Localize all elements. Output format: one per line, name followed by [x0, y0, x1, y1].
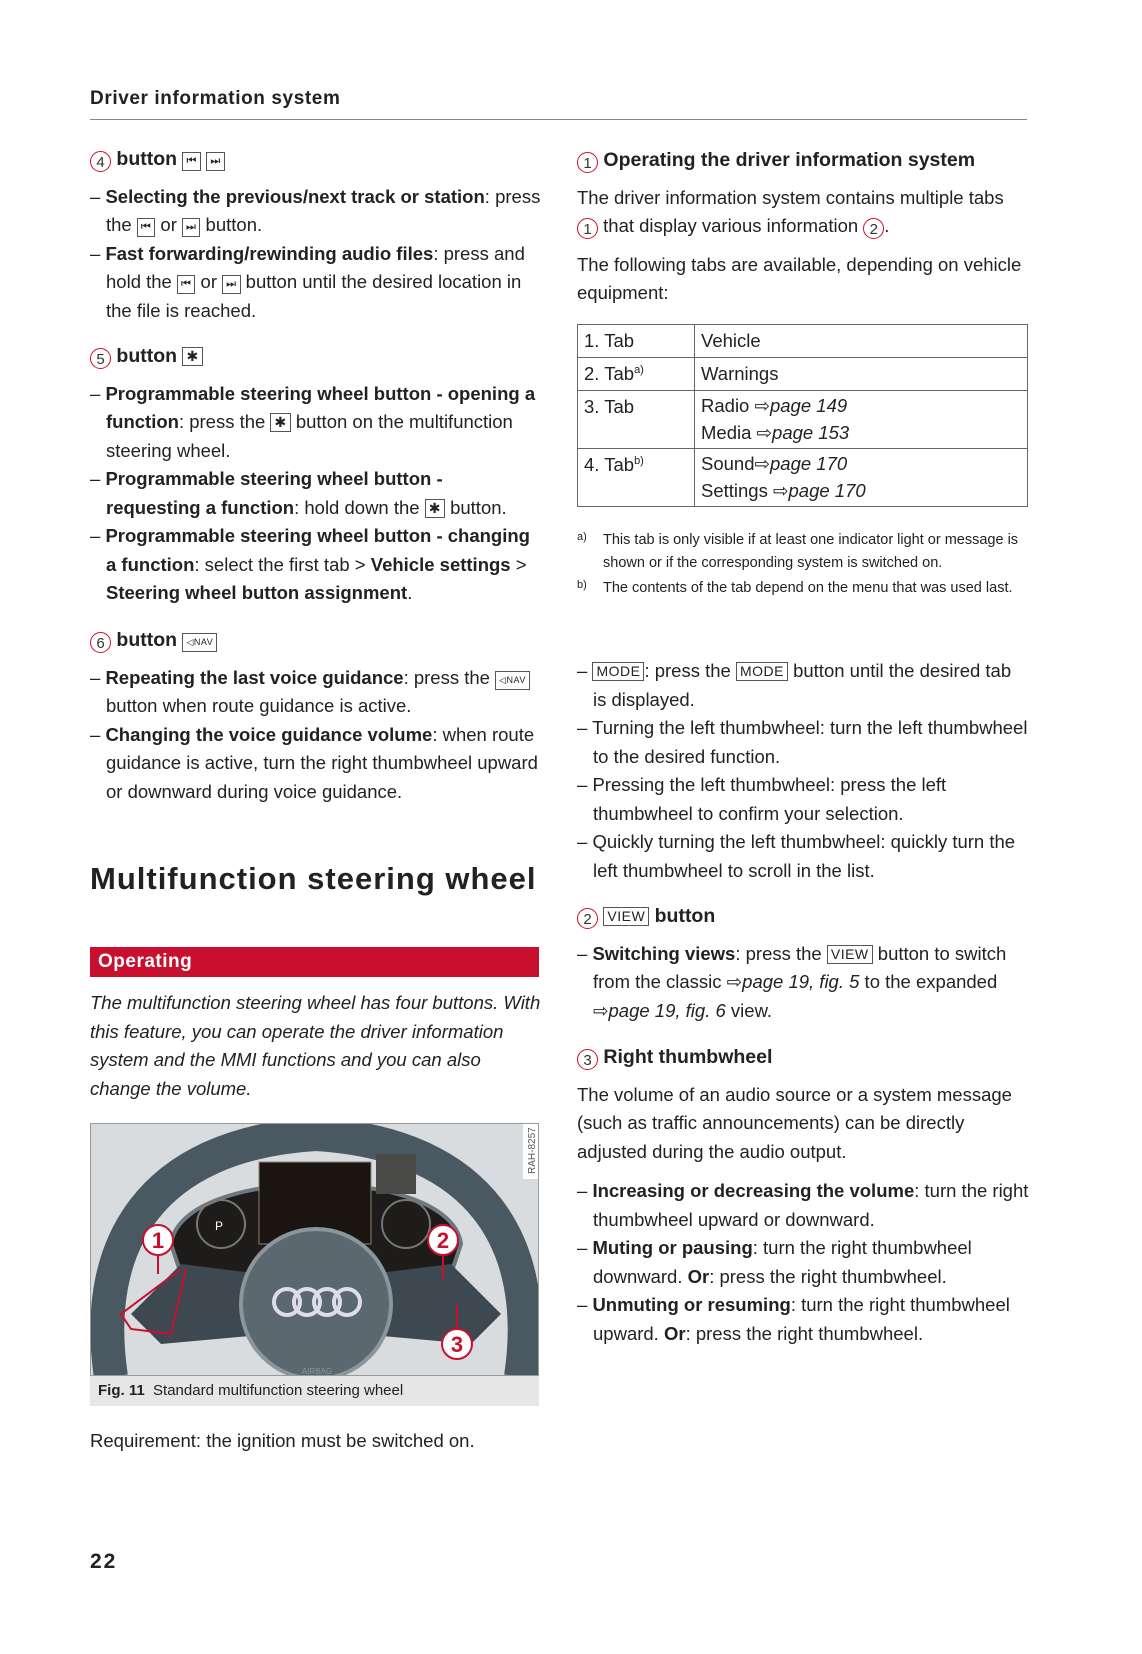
content-line [701, 478, 1021, 505]
text: : press the [178, 411, 271, 432]
section-heading [90, 626, 542, 655]
text: Quickly turning the left thumbwheel: quickly turn the left thumbwheel to scroll in the list. [592, 831, 1016, 881]
text: : press the [403, 666, 496, 688]
list-item [90, 664, 542, 721]
figure-caption-text: Standard multifunction steering wheel [153, 1382, 404, 1399]
text: Pressing the left thumbwheel: press the left thumbwheel to confirm your selection. [592, 774, 947, 824]
steering-wheel-figure [90, 1123, 539, 1376]
paragraph [577, 1081, 1029, 1167]
section-heading [90, 145, 542, 174]
list-item [577, 1234, 1029, 1291]
section-heading [577, 146, 1029, 175]
tab-cell [578, 391, 695, 449]
key-mode: MODE [592, 662, 644, 681]
callout-2: 2 [436, 1228, 450, 1253]
header-divider [90, 119, 1027, 120]
circled-number: 4 [90, 151, 111, 172]
list-item [577, 771, 1029, 828]
text: The following tabs are available, depending on vehicle equipment: [577, 253, 1022, 303]
paragraph [577, 251, 1029, 308]
next-track-icon: ⏭ [182, 218, 200, 237]
callout-1: 1 [151, 1228, 165, 1253]
text: : press the [644, 660, 736, 681]
text: . [884, 215, 890, 236]
section-button-4 [90, 145, 542, 325]
page-reference: page 170 [770, 453, 848, 474]
previous-track-icon: ⏮ [177, 275, 195, 294]
list-item [577, 714, 1029, 771]
bold-text: Unmuting or resuming [592, 1294, 791, 1315]
bold-text: Programmable steering wheel button - opening a function [105, 382, 536, 432]
content-line [701, 393, 1021, 420]
bold-text: Programmable steering wheel button - changing a function [105, 525, 530, 575]
text: button to switch from the classic ⇨ [593, 942, 1007, 992]
circled-number: 3 [577, 1049, 598, 1070]
text: to the expanded ⇨ [593, 971, 998, 1021]
footnotes [577, 529, 1029, 603]
previous-track-icon: ⏮ [137, 218, 155, 237]
text: : press the right thumbwheel. [685, 1322, 924, 1344]
bold-text: Operating the driver information system [603, 149, 976, 171]
circled-number: 6 [90, 632, 111, 653]
section-operating-dis [577, 146, 1029, 308]
content-line [701, 420, 1021, 447]
text: The volume of an audio source or a system message (such as traffic announcements) can be directly adjusted during the audio output. [577, 1083, 1012, 1162]
table-row [578, 449, 1028, 507]
text: button until the desired tab is displayed. [593, 660, 1012, 710]
nav-voice-icon: ◁NAV [182, 633, 217, 652]
tab-label: 2. Tab [584, 363, 635, 384]
bold-text: Programmable steering wheel button - requesting a function [105, 468, 443, 518]
text: button until the desired location in the file is reached. [106, 271, 522, 321]
chapter-title: Multifunction steering wheel [90, 861, 537, 896]
circled-number: 1 [577, 152, 598, 173]
star-button-icon: ✱ [270, 413, 290, 432]
footnote [577, 577, 1029, 600]
next-track-icon: ⏭ [222, 275, 240, 294]
footnote-mark: b) [577, 579, 587, 591]
circled-number: 2 [577, 908, 598, 929]
text: The driver information system contains multiple tabs [577, 186, 1004, 208]
text: Sound⇨ [701, 453, 770, 474]
text: that display various information [598, 215, 864, 236]
running-header: Driver information system [90, 88, 341, 109]
footnote-text: This tab is only visible if at least one indicator light or message is shown or if the corresponding system is switched on. [603, 532, 1019, 571]
bold-text: Switching views [592, 942, 736, 964]
text: button. [200, 214, 263, 235]
text: : turn the right thumbwheel upward. [593, 1294, 1010, 1344]
page-reference: page 19, fig. 5 [742, 971, 860, 992]
page-reference: page 19, fig. 6 [608, 999, 726, 1021]
text: Turning the left thumbwheel: turn the left thumbwheel to the desired function. [592, 717, 1028, 767]
tab-cell [578, 325, 695, 358]
footnote-mark: a) [577, 531, 587, 543]
content-cell [695, 358, 1028, 391]
footnote [577, 529, 1029, 574]
text: : press the [106, 185, 541, 235]
text: : hold down the [294, 496, 425, 518]
star-button-icon: ✱ [182, 347, 202, 366]
key-view: VIEW [827, 945, 873, 964]
section-button-5 [90, 342, 542, 608]
tab-cell [578, 449, 695, 507]
footnote-text: The contents of the tab depend on the menu that was used last. [603, 580, 1013, 596]
section-view-button [577, 902, 1029, 1025]
content-cell [695, 391, 1028, 449]
intro-paragraph: The multifunction steering wheel has four buttons. With this feature, you can operate the driver information system and the MMI functions and you can also change the volume. [90, 992, 541, 1099]
bold-text: Fast forwarding/rewinding audio files [105, 242, 434, 264]
footnote-mark: b) [634, 454, 644, 467]
text: : turn the right thumbwheel downward. [593, 1237, 972, 1287]
mode-list [577, 657, 1029, 885]
page-number: 22 [90, 1550, 118, 1573]
table-row [578, 391, 1028, 449]
text: . [407, 582, 413, 603]
content-cell [695, 449, 1028, 507]
text: or [195, 271, 223, 292]
figure-caption [90, 1376, 539, 1406]
text: Media ⇨ [701, 421, 773, 443]
section-heading [90, 342, 542, 371]
text: : press the [735, 942, 827, 964]
text: view. [725, 999, 773, 1021]
bold-text: Muting or pausing [592, 1237, 753, 1258]
page-reference: page 170 [788, 479, 866, 501]
figure-label: Fig. 11 [98, 1382, 145, 1399]
tab-label: 1. Tab [584, 330, 635, 351]
bold-text: Increasing or decreasing the volume [592, 1180, 915, 1201]
key-mode: MODE [736, 662, 788, 681]
bold-text: Vehicle settings [370, 553, 511, 575]
list-item [577, 940, 1029, 1026]
nav-voice-icon: ◁NAV [495, 671, 530, 690]
next-track-icon: ⏭ [206, 152, 224, 171]
text: Radio ⇨ [701, 395, 770, 416]
text: > [510, 553, 527, 575]
page-reference: page 153 [772, 421, 850, 443]
text: : select the first tab > [194, 553, 371, 575]
text: : turn the right thumbwheel upward or downward. [593, 1180, 1029, 1230]
list-item [577, 828, 1029, 885]
bold-text: Changing the voice guidance volume [105, 723, 433, 745]
text: : when route guidance is active, turn the right thumbwheel upward or downward during voice guidance. [106, 723, 538, 802]
bold-text: Or [663, 1322, 686, 1344]
bold-text: Repeating the last voice guidance [105, 666, 404, 688]
text: or [155, 214, 182, 235]
content-line [701, 360, 1021, 388]
circled-number: 1 [577, 218, 598, 239]
operating-banner: Operating [90, 947, 539, 977]
list-item [577, 1177, 1029, 1234]
text: Warnings [701, 363, 779, 384]
callout-3: 3 [450, 1332, 464, 1357]
svg-text:P: P [215, 1219, 224, 1233]
tab-cell [578, 358, 695, 391]
text: : press the right thumbwheel. [709, 1265, 947, 1287]
footnote-mark: a) [634, 363, 644, 376]
text: button. [444, 496, 507, 518]
section-heading [577, 902, 1029, 931]
list-item [90, 183, 542, 240]
airbag-label: AIRBAG [301, 1367, 333, 1376]
tab-label: 3. Tab [584, 396, 635, 417]
bold-text: Or [687, 1265, 710, 1287]
previous-track-icon: ⏮ [182, 152, 200, 171]
requirement-text: Requirement: the ignition must be switched on. [90, 1430, 475, 1451]
circled-number: 5 [90, 348, 111, 369]
bold-text: Selecting the previous/next track or station [105, 185, 485, 207]
bold-text: button [116, 148, 178, 170]
list-item [90, 380, 542, 466]
list-item [90, 721, 542, 807]
circled-number: 2 [863, 218, 884, 239]
list-item [90, 465, 542, 522]
bold-text: Steering wheel button assignment [106, 582, 408, 603]
content-cell [695, 325, 1028, 358]
text: : press and hold the [106, 242, 525, 292]
text: button on the multifunction steering wheel. [106, 411, 513, 461]
section-heading [577, 1043, 1029, 1072]
bold-text: button [116, 345, 178, 367]
key-view: VIEW [603, 907, 649, 926]
section-button-6 [90, 626, 542, 806]
content-line [701, 327, 1021, 355]
list-item [577, 657, 1029, 714]
star-button-icon: ✱ [425, 499, 445, 518]
table-row [578, 325, 1028, 358]
figure-code: RAH-8257 [527, 1127, 538, 1174]
text: button when route guidance is active. [106, 695, 412, 716]
tab-label: 4. Tab [584, 454, 635, 475]
section-right-thumbwheel [577, 1043, 1029, 1348]
list-item [90, 522, 542, 608]
bold-text: Right thumbwheel [603, 1046, 773, 1068]
paragraph [577, 184, 1029, 241]
text: Settings ⇨ [701, 479, 789, 501]
text: Vehicle [701, 330, 761, 351]
bold-text: button [654, 905, 716, 927]
tabs-table [577, 324, 1028, 507]
list-item [577, 1291, 1029, 1348]
bold-text: button [116, 629, 178, 651]
page-reference: page 149 [769, 395, 848, 416]
list-item [90, 240, 542, 326]
content-line [701, 451, 1021, 478]
table-row [578, 358, 1028, 391]
